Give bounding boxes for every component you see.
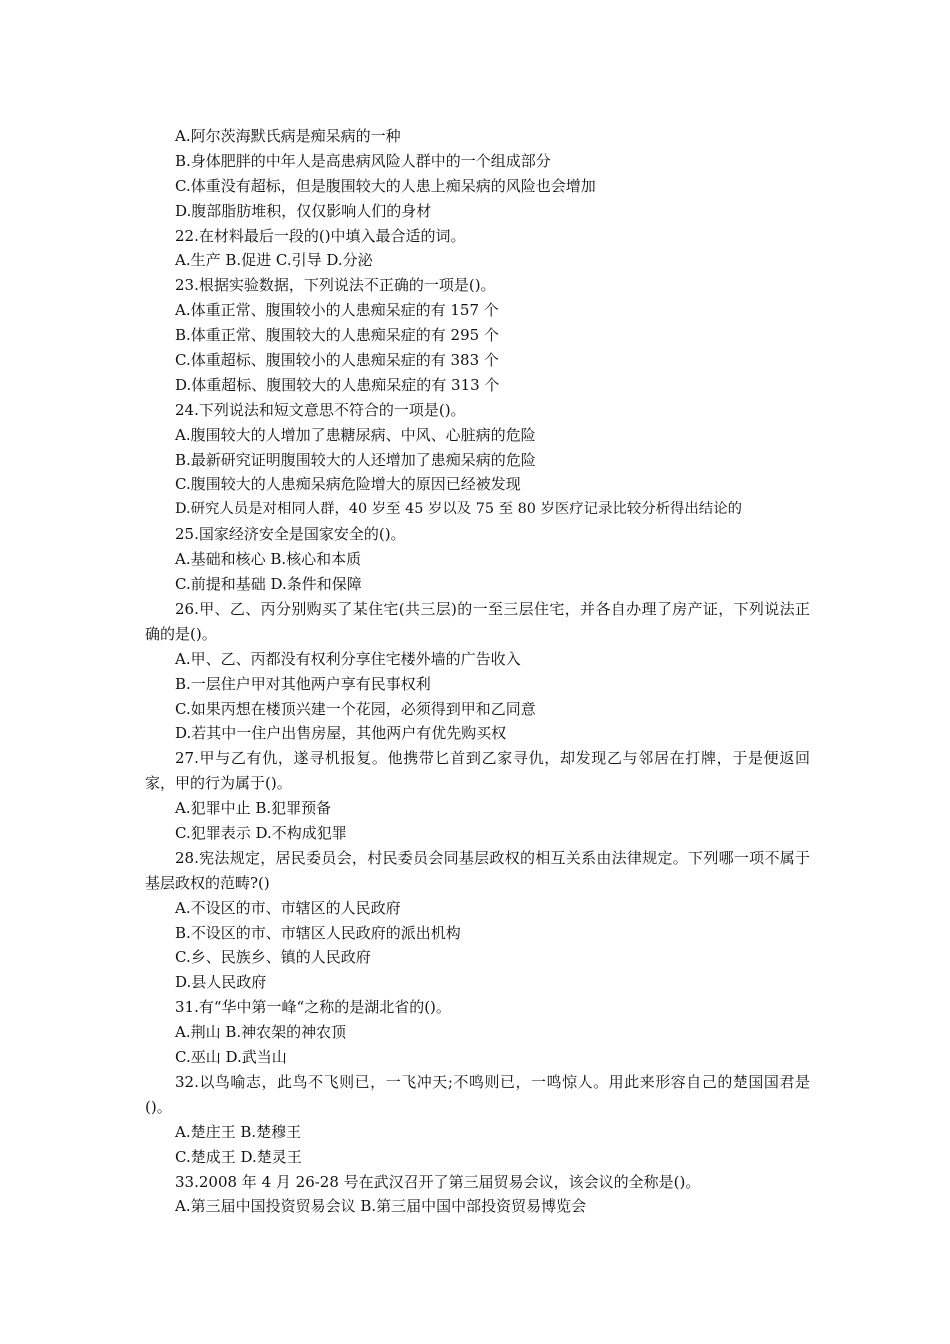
option-line: A.第三届中国投资贸易会议 B.第三届中国中部投资贸易博览会: [175, 1197, 587, 1216]
option-line: C.巫山 D.武当山: [175, 1048, 287, 1067]
option-line: A.腹围较大的人增加了患糖尿病、中风、心脏病的危险: [175, 425, 536, 444]
option-line: A.甲、乙、丙都没有权利分享住宅楼外墙的广告收入: [175, 649, 521, 668]
option-line: C.体重没有超标，但是腹围较大的人患上痴呆病的风险也会增加: [175, 176, 596, 195]
option-line: B.最新研究证明腹围较大的人还增加了患痴呆病的危险: [175, 450, 536, 469]
option-line: D.体重超标、腹围较大的人患痴呆症的有 313 个: [175, 375, 500, 394]
question-line: 33.2008 年 4 月 26-28 号在武汉召开了第三届贸易会议，该会议的全称是()。: [175, 1172, 701, 1191]
option-line: C.乡、民族乡、镇的人民政府: [175, 948, 371, 967]
question-line: 23.根据实验数据，下列说法不正确的一项是()。: [175, 276, 496, 295]
question-line: 22.在材料最后一段的()中填入最合适的词。: [175, 226, 466, 245]
option-line: A.不设区的市、市辖区的人民政府: [175, 898, 401, 917]
question-line: 24.下列说法和短文意思不符合的一项是()。: [175, 400, 466, 419]
option-line: B.一层住户甲对其他两户享有民事权利: [175, 674, 431, 693]
question-line: 25.国家经济安全是国家安全的()。: [175, 525, 406, 544]
option-line: A.楚庄王 B.楚穆王: [175, 1122, 302, 1141]
option-line: D.腹部脂肪堆积，仅仅影响人们的身材: [175, 201, 432, 220]
question-line: 32.以鸟喻志，此鸟不飞则已，一飞冲天;不鸣则已，一鸣惊人。用此来形容自己的楚国国君是()。: [145, 1072, 810, 1116]
option-line: A.犯罪中止 B.犯罪预备: [175, 799, 332, 818]
option-line: B.体重正常、腹围较大的人患痴呆症的有 295 个: [175, 326, 499, 345]
question-line: 27.甲与乙有仇，遂寻机报复。他携带匕首到乙家寻仇，却发现乙与邻居在打牌，于是便返回家，甲的行为属于()。: [145, 749, 810, 793]
option-line: D.县人民政府: [175, 973, 267, 992]
option-line: C.犯罪表示 D.不构成犯罪: [175, 824, 347, 842]
question-text-body: [145, 124, 810, 1219]
option-line: B.不设区的市、市辖区人民政府的派出机构: [175, 923, 461, 942]
option-line: D.若其中一住户出售房屋，其他两户有优先购买权: [175, 724, 507, 743]
option-line: C.前提和基础 D.条件和保障: [175, 575, 362, 594]
option-line: C.体重超标、腹围较小的人患痴呆症的有 383 个: [175, 351, 499, 370]
option-line: C.楚成王 D.楚灵王: [175, 1147, 302, 1166]
question-line: 26.甲、乙、丙分别购买了某住宅(共三层)的一至三层住宅，并各自办理了房产证，下列说法正确的是()。: [145, 599, 810, 643]
question-line: 28.宪法规定，居民委员会，村民委员会同基层政权的相互关系由法律规定。下列哪一项不属于基层政权的范畴?(): [145, 848, 810, 892]
option-line: C.如果丙想在楼顶兴建一个花园，必须得到甲和乙同意: [175, 699, 536, 718]
option-line: B.身体肥胖的中年人是高患病风险人群中的一个组成部分: [175, 151, 551, 170]
option-line: A.基础和核心 B.核心和本质: [175, 550, 362, 569]
option-line: A.体重正常、腹围较小的人患痴呆症的有 157 个: [175, 301, 499, 320]
option-line: A.荆山 B.神农架的神农顶: [175, 1023, 347, 1042]
option-line: D.研究人员是对相同人群，40 岁至 45 岁以及 75 至 80 岁医疗记录比较分析得出结论的: [175, 501, 742, 518]
option-line: C.腹围较大的人患痴呆病危险增大的原因已经被发现: [175, 475, 521, 494]
option-line: A.阿尔茨海默氏病是痴呆病的一种: [175, 127, 401, 145]
question-line: 31.有“华中第一峰“之称的是湖北省的()。: [175, 998, 451, 1017]
option-line: A.生产 B.促进 C.引导 D.分泌: [175, 251, 373, 270]
